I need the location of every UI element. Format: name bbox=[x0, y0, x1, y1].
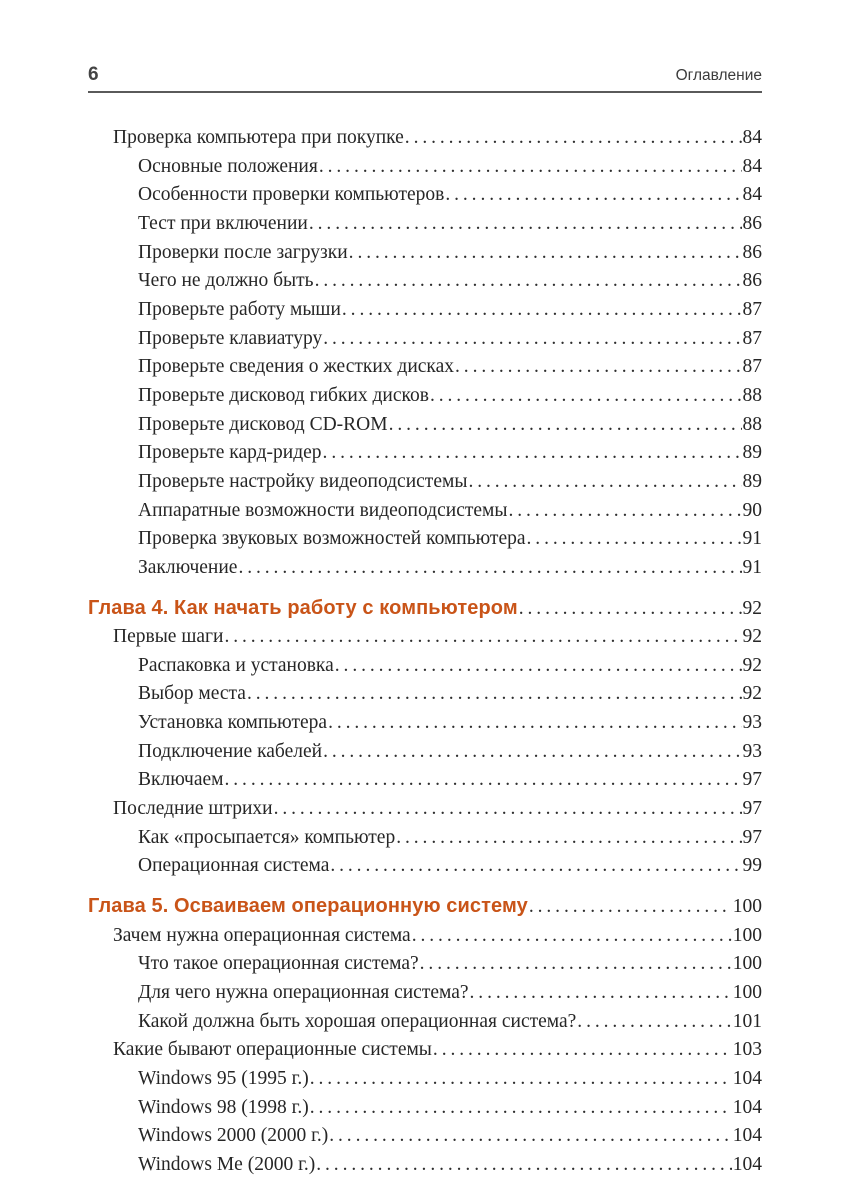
toc-entry-page: 86 bbox=[742, 212, 762, 234]
toc-entry-page: 91 bbox=[742, 556, 762, 578]
toc-entry-page: 104 bbox=[732, 1068, 762, 1089]
toc-row bbox=[88, 439, 762, 468]
toc-entry-page: 87 bbox=[742, 327, 762, 349]
toc-entry-title: Проверьте дисковод CD-ROM bbox=[138, 413, 388, 435]
toc-dot-leader bbox=[411, 922, 732, 951]
running-title: Оглавление bbox=[675, 67, 762, 84]
toc-row bbox=[88, 153, 762, 182]
toc-dot-leader bbox=[518, 595, 742, 624]
toc-entry-title: Проверки после загрузки bbox=[138, 241, 348, 263]
toc-dot-leader bbox=[315, 1151, 732, 1180]
toc-entry-page: 104 bbox=[732, 1125, 762, 1147]
toc-dot-leader bbox=[444, 181, 741, 210]
toc-dot-leader bbox=[308, 210, 742, 239]
toc-entry-page: 100 bbox=[732, 953, 762, 975]
toc-entry-page: 93 bbox=[742, 740, 762, 762]
toc-entry-title: Установка компьютера bbox=[138, 712, 328, 734]
toc-row bbox=[88, 766, 762, 795]
toc-entry-title: Проверьте дисковод гибких дисков bbox=[138, 384, 429, 406]
toc-entry-title: Проверьте работу мыши bbox=[138, 298, 341, 320]
toc-entry-title: Включаем bbox=[138, 769, 224, 791]
toc-entry-title: Windows 98 (1998 г.) bbox=[138, 1096, 309, 1118]
toc-dot-leader bbox=[246, 680, 742, 709]
toc-entry-title: Windows 2000 (2000 г.) bbox=[138, 1125, 329, 1147]
toc-row bbox=[88, 1151, 762, 1180]
toc-row bbox=[88, 353, 762, 382]
toc-entry-title: Выбор места bbox=[138, 683, 246, 705]
toc-entry-page: 99 bbox=[742, 855, 762, 877]
toc-row bbox=[88, 325, 762, 354]
toc-entry-page: 97 bbox=[742, 826, 762, 848]
toc-entry-page: 100 bbox=[732, 982, 762, 1004]
toc-entry-page: 89 bbox=[742, 470, 762, 492]
toc-row bbox=[88, 1065, 762, 1094]
toc-entry-page: 104 bbox=[732, 1153, 762, 1175]
toc-row bbox=[88, 594, 762, 624]
toc-row bbox=[88, 210, 762, 239]
toc-entry-title: Проверка звуковых возможностей компьютера bbox=[138, 528, 526, 550]
toc-entry-title: Первые шаги bbox=[113, 626, 224, 648]
toc-entry-title: Последние штрихи bbox=[113, 798, 273, 820]
toc-dot-leader bbox=[237, 554, 741, 583]
toc-dot-leader bbox=[334, 652, 742, 681]
toc-entry-title: Проверьте клавиатуру bbox=[138, 327, 323, 349]
toc-dot-leader bbox=[322, 325, 741, 354]
toc-entry-page: 84 bbox=[742, 184, 762, 206]
toc-row bbox=[88, 795, 762, 824]
toc-entry-page: 86 bbox=[742, 241, 762, 263]
toc-row bbox=[88, 267, 762, 296]
toc-row bbox=[88, 979, 762, 1008]
toc-dot-leader bbox=[273, 795, 742, 824]
header-rule bbox=[88, 91, 762, 93]
toc-entry-title: Глава 4. Как начать работу с компьютером bbox=[88, 596, 518, 619]
toc-entry-title: Как «просыпается» компьютер bbox=[138, 826, 396, 848]
toc-row bbox=[88, 738, 762, 767]
toc-dot-leader bbox=[328, 1122, 732, 1151]
page-number: 6 bbox=[88, 64, 99, 85]
toc-dot-leader bbox=[309, 1065, 732, 1094]
toc-dot-leader bbox=[576, 1008, 731, 1037]
toc-entry-page: 92 bbox=[742, 683, 762, 705]
toc-dot-leader bbox=[224, 766, 742, 795]
toc-list bbox=[88, 124, 762, 1180]
toc-dot-leader bbox=[528, 893, 732, 922]
toc-entry-title: Какие бывают операционные системы bbox=[113, 1039, 432, 1061]
toc-dot-leader bbox=[404, 124, 742, 153]
toc-entry-title: Что такое операционная система? bbox=[138, 953, 419, 975]
toc-entry-page: 92 bbox=[742, 597, 762, 619]
toc-entry-title: Аппаратные возможности видеоподсистемы bbox=[138, 499, 508, 521]
toc-row bbox=[88, 239, 762, 268]
toc-entry-page: 92 bbox=[742, 626, 762, 648]
toc-entry-title: Проверьте сведения о жестких дисках bbox=[138, 356, 455, 378]
toc-dot-leader bbox=[348, 239, 742, 268]
toc-entry-page: 97 bbox=[742, 769, 762, 791]
toc-dot-leader bbox=[467, 468, 741, 497]
toc-entry-page: 88 bbox=[742, 413, 762, 435]
toc-entry-title: Чего не должно быть bbox=[138, 270, 314, 292]
toc-entry-title: Проверьте кард-ридер bbox=[138, 442, 322, 464]
toc-row bbox=[88, 554, 762, 583]
toc-dot-leader bbox=[419, 950, 732, 979]
toc-entry-page: 100 bbox=[732, 896, 762, 918]
toc-dot-leader bbox=[395, 824, 741, 853]
toc-dot-leader bbox=[223, 623, 741, 652]
toc-entry-title: Особенности проверки компьютеров bbox=[138, 184, 445, 206]
toc-entry-title: Windows 95 (1995 г.) bbox=[138, 1068, 309, 1089]
toc-entry-title: Какой должна быть хорошая операционная система? bbox=[138, 1010, 577, 1032]
toc-entry-title: Заключение bbox=[138, 556, 238, 578]
toc-entry-title: Распаковка и установка bbox=[138, 654, 334, 676]
toc-entry-title: Проверка компьютера при покупке bbox=[113, 127, 404, 148]
toc-entry-page: 88 bbox=[742, 384, 762, 406]
toc-row bbox=[88, 497, 762, 526]
toc-entry-page: 87 bbox=[742, 356, 762, 378]
toc-entry-title: Тест при включении bbox=[138, 212, 308, 234]
toc-entry-title: Проверьте настройку видеоподсистемы bbox=[138, 470, 468, 492]
toc-entry-title: Windows Me (2000 г.) bbox=[138, 1153, 316, 1175]
toc-row bbox=[88, 525, 762, 554]
toc-entry-page: 104 bbox=[732, 1096, 762, 1118]
toc-entry-title: Для чего нужна операционная система? bbox=[138, 982, 469, 1004]
toc-dot-leader bbox=[314, 267, 742, 296]
toc-dot-leader bbox=[329, 852, 741, 881]
toc-entry-page: 100 bbox=[732, 924, 762, 946]
toc-row bbox=[88, 1094, 762, 1123]
toc-entry-page: 92 bbox=[742, 654, 762, 676]
toc-dot-leader bbox=[309, 1094, 732, 1123]
toc-entry-title: Операционная система bbox=[138, 855, 330, 877]
toc-dot-leader bbox=[318, 153, 742, 182]
toc-entry-page: 103 bbox=[732, 1039, 762, 1061]
toc-row bbox=[88, 181, 762, 210]
toc-row bbox=[88, 1008, 762, 1037]
toc-dot-leader bbox=[322, 439, 742, 468]
toc-entry-page: 87 bbox=[742, 298, 762, 320]
toc-row bbox=[88, 382, 762, 411]
toc-row bbox=[88, 411, 762, 440]
toc-entry-page: 91 bbox=[742, 528, 762, 550]
toc-dot-leader bbox=[526, 525, 742, 554]
toc-row bbox=[88, 922, 762, 951]
toc-entry-page: 89 bbox=[742, 442, 762, 464]
toc-row bbox=[88, 892, 762, 922]
toc-row bbox=[88, 296, 762, 325]
toc-dot-leader bbox=[327, 709, 741, 738]
toc-entry-title: Основные положения bbox=[138, 155, 318, 177]
toc-entry-page: 90 bbox=[742, 499, 762, 521]
toc-entry-page: 84 bbox=[742, 127, 762, 148]
toc-row bbox=[88, 1036, 762, 1065]
toc-entry-page: 93 bbox=[742, 712, 762, 734]
toc-row bbox=[88, 468, 762, 497]
toc-row bbox=[88, 1122, 762, 1151]
toc-entry-page: 97 bbox=[742, 798, 762, 820]
toc-dot-leader bbox=[322, 738, 741, 767]
toc-row bbox=[88, 623, 762, 652]
toc-dot-leader bbox=[469, 979, 732, 1008]
toc-entry-title: Глава 5. Осваиваем операционную систему bbox=[88, 895, 528, 918]
toc-row bbox=[88, 852, 762, 881]
toc-dot-leader bbox=[388, 411, 742, 440]
toc-row bbox=[88, 124, 762, 153]
toc-row bbox=[88, 950, 762, 979]
toc-dot-leader bbox=[429, 382, 742, 411]
toc-dot-leader bbox=[454, 353, 741, 382]
toc-row bbox=[88, 824, 762, 853]
toc-row bbox=[88, 652, 762, 681]
toc-entry-page: 101 bbox=[732, 1010, 762, 1032]
toc-entry-title: Зачем нужна операционная система bbox=[113, 924, 411, 946]
toc-dot-leader bbox=[507, 497, 741, 526]
toc-row bbox=[88, 709, 762, 738]
toc-dot-leader bbox=[432, 1036, 732, 1065]
page-header bbox=[88, 64, 762, 86]
toc-row bbox=[88, 680, 762, 709]
toc-entry-page: 86 bbox=[742, 270, 762, 292]
toc-dot-leader bbox=[341, 296, 742, 325]
toc-entry-page: 84 bbox=[742, 155, 762, 177]
toc-entry-title: Подключение кабелей bbox=[138, 740, 323, 762]
